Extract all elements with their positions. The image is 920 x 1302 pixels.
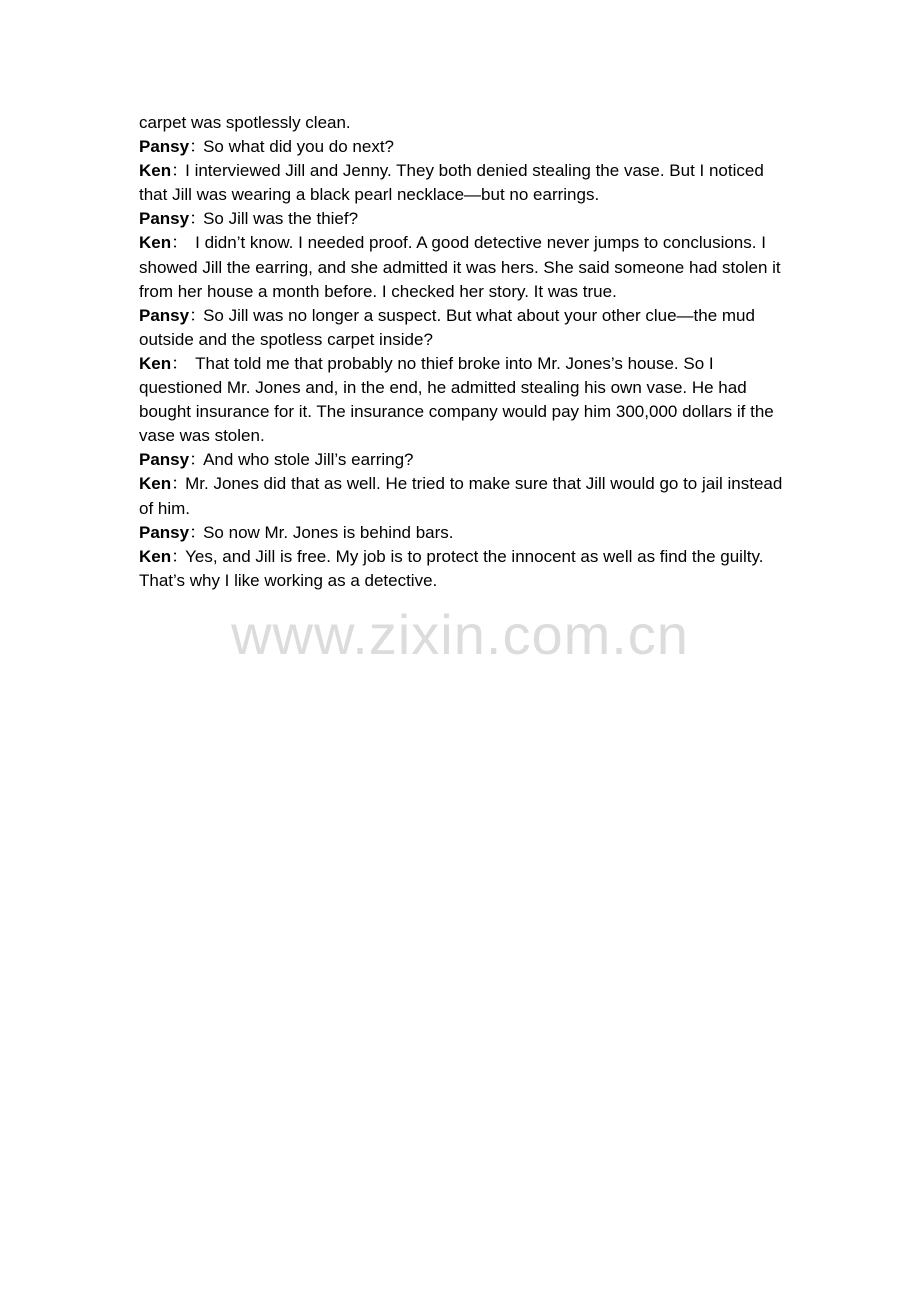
speaker-colon: ：: [171, 161, 189, 181]
speaker-name: Ken: [139, 233, 172, 253]
dialogue-text-fragment: I interviewed Jill and Jenny. They both denied stealing the vase. But I noticed that Jill was wearing a black pearl necklace—but no earrings.: [139, 161, 764, 205]
dialogue-line: [139, 304, 789, 352]
speaker-name: Ken: [139, 546, 172, 566]
dialogue-line: [139, 448, 789, 472]
dialogue-text-fragment: Yes, and Jill is free. My job is to protect the innocent as well as find the guilty. That’s why I like working as a detective.: [139, 546, 764, 590]
dialogue-text-fragment: So Jill was no longer a suspect. But what about your other clue—the mud outside and the spotless carpet inside?: [139, 305, 755, 349]
dialogue-line: [139, 545, 789, 593]
dialogue-text-fragment: carpet was spotlessly clean.: [139, 113, 351, 132]
dialogue-text-fragment: That told me that probably no thief broke into Mr. Jones’s house. So I questioned Mr. Jones and, in the end, he admitted stealing his own vase. He had bought insurance for it. The insurance company would pay him 300,000 dollars if the vase was stolen.: [139, 353, 774, 446]
speaker-name: Pansy: [139, 209, 190, 229]
dialogue-text-fragment: So what did you do next?: [203, 137, 395, 157]
speaker-name: Ken: [139, 474, 172, 494]
dialogue-line: [139, 472, 789, 520]
dialogue-text-fragment: I didn’t know. I needed proof. A good detective never jumps to conclusions. I showed Jill the earring, and she admitted it was hers. She said someone had stolen it from her house a month before. I checked her story. It was true.: [139, 233, 781, 301]
dialogue-line: [139, 159, 789, 207]
speaker-colon: ：: [189, 209, 207, 229]
dialogue-text-fragment: And who stole Jill’s earring?: [203, 450, 414, 470]
speaker-colon: ：: [189, 305, 207, 325]
speaker-colon: ：: [171, 233, 189, 253]
dialogue-line: [139, 135, 789, 159]
speaker-name: Pansy: [139, 522, 190, 542]
speaker-colon: ：: [171, 353, 189, 373]
speaker-name: Pansy: [139, 137, 190, 157]
speaker-colon: ：: [189, 522, 207, 542]
dialogue-line: [139, 521, 789, 545]
dialogue-text-fragment: So Jill was the thief?: [203, 209, 359, 229]
speaker-colon: ：: [189, 137, 207, 157]
speaker-colon: ：: [189, 450, 207, 470]
speaker-name: Ken: [139, 353, 172, 373]
speaker-colon: ：: [171, 546, 189, 566]
watermark: www.zixin.com.cn: [231, 603, 689, 666]
dialogue-text: [139, 111, 789, 593]
speaker-name: Pansy: [139, 305, 190, 325]
speaker-name: Ken: [139, 161, 172, 181]
dialogue-line: [139, 231, 789, 303]
speaker-colon: ：: [171, 474, 189, 494]
dialogue-line: [139, 207, 789, 231]
dialogue-text-fragment: Mr. Jones did that as well. He tried to make sure that Jill would go to jail instead of him.: [139, 474, 783, 518]
speaker-name: Pansy: [139, 450, 190, 470]
dialogue-line: [139, 352, 789, 448]
dialogue-line: [139, 111, 789, 135]
dialogue-text-fragment: So now Mr. Jones is behind bars.: [203, 522, 454, 542]
